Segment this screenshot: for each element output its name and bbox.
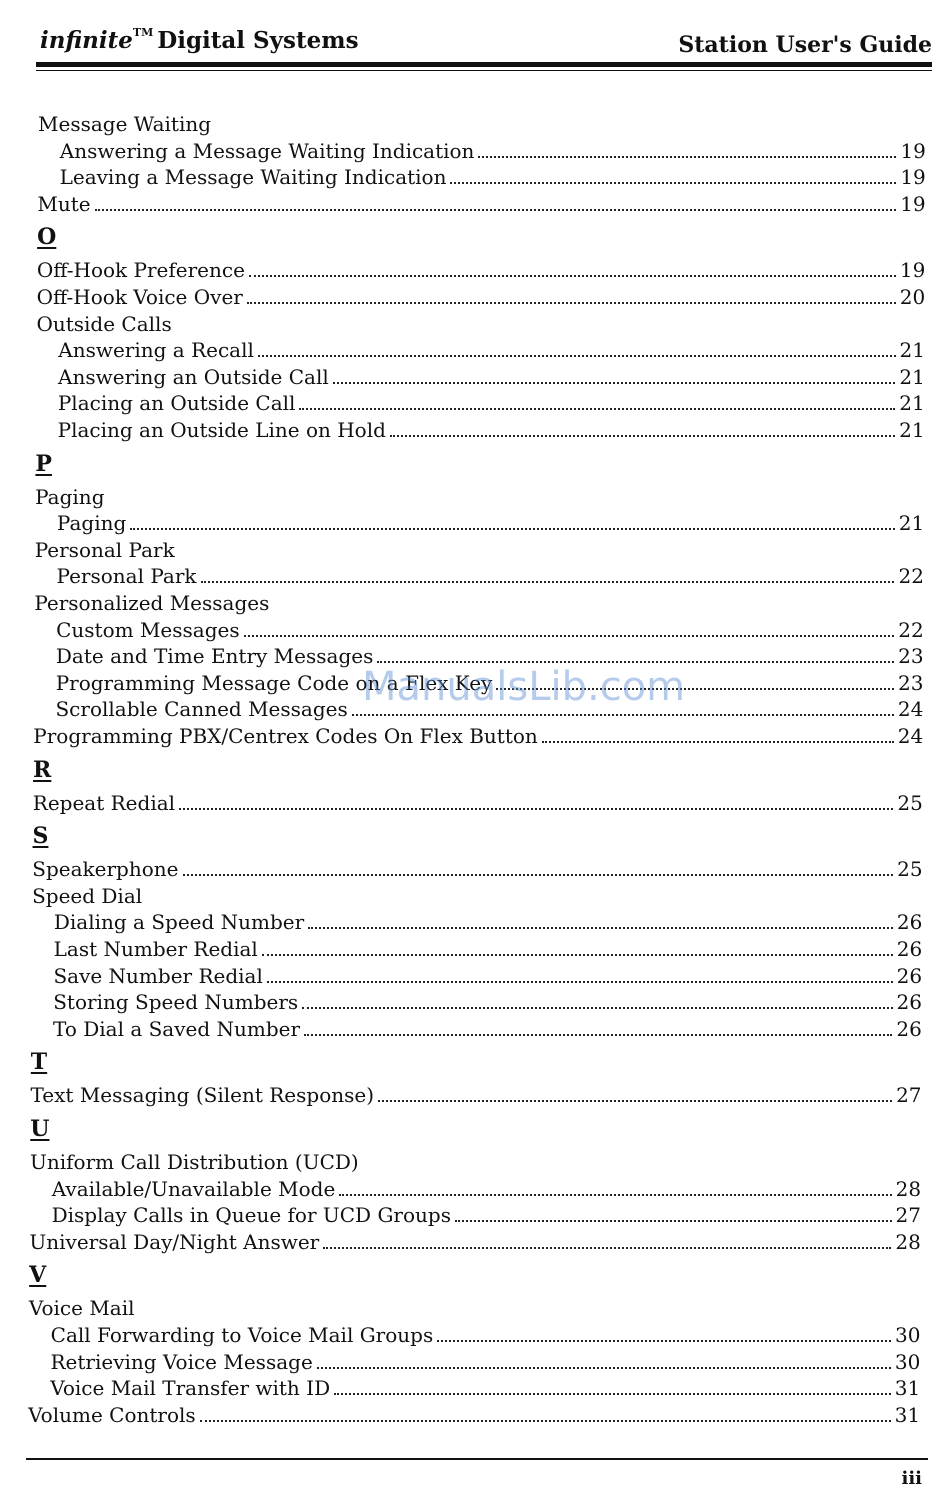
index-heading-label: Personal Park <box>34 537 175 562</box>
index-entry-label: Answering a Message Waiting Indication <box>59 138 475 163</box>
index-heading <box>35 483 104 509</box>
dot-leader <box>95 209 897 211</box>
section-letter-u: U <box>30 1116 50 1142</box>
dot-leader <box>323 1247 891 1249</box>
index-entry-label: Off-Hook Preference <box>36 258 245 283</box>
index-entry-label: Volume Controls <box>28 1402 196 1427</box>
dot-leader <box>201 581 895 583</box>
index-subentry <box>57 509 924 535</box>
section-letter-p: P <box>35 450 52 477</box>
brand-rest: Digital Systems <box>157 27 359 54</box>
dot-leader <box>179 808 893 810</box>
guide-title: Station User's Guide <box>678 32 932 58</box>
index-heading-label: Speed Dial <box>32 883 143 908</box>
index-entry-page: 27 <box>895 1203 921 1228</box>
index-entry-label: Repeat Redial <box>32 790 176 815</box>
index-entry-label: Placing an Outside Call <box>57 391 296 416</box>
index-entry-page: 24 <box>897 724 924 748</box>
index-entry-label: Text Messaging (Silent Response) <box>30 1083 375 1108</box>
index-subentry <box>53 988 922 1014</box>
index-heading-label: Voice Mail <box>28 1296 135 1321</box>
index-heading <box>30 1148 359 1174</box>
index-subentry <box>60 137 926 163</box>
index-entry-label: To Dial a Saved Number <box>53 1016 301 1041</box>
dot-leader <box>308 927 893 929</box>
index-entry-page: 26 <box>896 990 922 1015</box>
index-subentry <box>53 962 922 988</box>
section-letter-s: S <box>32 823 49 850</box>
index-entry-label: Scrollable Canned Messages <box>55 697 348 722</box>
dot-leader <box>339 1194 891 1196</box>
section-letter-r: R <box>33 756 52 783</box>
index-entry-page: 19 <box>900 138 926 163</box>
index-entry-page: 28 <box>895 1176 922 1201</box>
index-entry-label: Dialing a Speed Number <box>53 910 305 935</box>
index-entry-label: Programming Message Code on a Flex Key <box>55 670 493 695</box>
index-entry <box>33 722 923 748</box>
index-entry <box>37 256 925 282</box>
dot-leader <box>455 1220 892 1222</box>
index-entry-page: 28 <box>895 1229 921 1254</box>
index-entry-page: 21 <box>899 364 925 389</box>
dot-leader <box>249 275 896 277</box>
dot-leader <box>378 1100 892 1102</box>
index-entry-page: 19 <box>899 258 926 283</box>
watermark: ManualsLib.com <box>362 664 686 710</box>
index-entry-page: 23 <box>898 644 924 669</box>
index-entry <box>32 855 922 881</box>
index-entry-label: Call Forwarding to Voice Mail Groups <box>50 1323 434 1347</box>
index-entry-label: Leaving a Message Waiting Indication <box>59 165 447 190</box>
index-heading <box>29 1294 135 1320</box>
dot-leader <box>478 156 896 158</box>
index-heading-label: Personalized Messages <box>34 591 270 615</box>
dot-leader <box>299 408 895 410</box>
header-rule-thick <box>36 62 932 67</box>
index-entry-page: 22 <box>898 617 924 642</box>
index-subentry <box>55 695 923 721</box>
index-subentry <box>52 1201 921 1227</box>
dot-leader <box>437 1340 891 1342</box>
index-entry <box>37 283 926 309</box>
index-entry-label: Voice Mail Transfer with ID <box>50 1376 331 1401</box>
index-entry-label: Personal Park <box>56 564 197 589</box>
index-entry-page: 21 <box>899 338 925 363</box>
dot-leader <box>247 302 896 304</box>
index-entry-label: Storing Speed Numbers <box>53 990 299 1015</box>
index-entry-label: Speakerphone <box>32 857 179 882</box>
index-subentry <box>53 1015 922 1041</box>
footer-rule <box>26 1458 928 1460</box>
section-letter-t: T <box>30 1049 48 1076</box>
index-entry-label: Date and Time Entry Messages <box>55 644 374 669</box>
index-entry-label: Available/Unavailable Mode <box>51 1176 336 1201</box>
index-entry-label: Answering an Outside Call <box>58 364 329 389</box>
index-entry-page: 31 <box>894 1402 921 1427</box>
index-subentry <box>56 616 924 642</box>
index-entry <box>29 1228 920 1254</box>
index-subentry <box>57 562 924 588</box>
index-entry-page: 21 <box>899 418 925 442</box>
index-entry-page: 26 <box>896 910 923 935</box>
index-heading-label: Message Waiting <box>38 112 212 136</box>
dot-leader <box>183 874 894 876</box>
section-letter-v: V <box>29 1262 47 1289</box>
index-heading-label: Paging <box>35 484 105 509</box>
dot-leader <box>333 382 896 384</box>
index-subentry <box>52 1175 921 1201</box>
index-entry-page: 22 <box>898 564 924 589</box>
dot-leader <box>130 528 894 530</box>
index-entry-label: Paging <box>56 511 127 536</box>
index-entry-page: 24 <box>897 697 924 722</box>
index-subentry <box>58 336 925 362</box>
index-subentry <box>58 389 925 415</box>
index-entry <box>37 190 925 216</box>
index-entry-page: 31 <box>894 1376 921 1401</box>
trademark-mark: TM <box>132 26 154 39</box>
index-entry-page: 30 <box>894 1323 921 1347</box>
index-heading <box>38 110 211 136</box>
brand-title <box>40 26 359 54</box>
index-entry-label: Programming PBX/Centrex Codes On Flex Button <box>33 724 538 748</box>
dot-leader <box>304 1034 892 1036</box>
index-subentry <box>51 1321 921 1347</box>
index-entry-label: Last Number Redial <box>53 937 258 961</box>
dot-leader <box>244 635 895 637</box>
index-heading <box>34 589 269 615</box>
dot-leader <box>302 1007 892 1009</box>
index-entry-label: Answering a Recall <box>58 338 254 363</box>
index-heading <box>35 536 175 562</box>
index-subentry <box>50 1374 920 1400</box>
dot-leader <box>334 1393 891 1395</box>
dot-leader <box>542 741 894 743</box>
index-heading <box>32 882 142 908</box>
index-entry-page: 23 <box>897 670 924 695</box>
dot-leader <box>352 714 894 716</box>
dot-leader <box>200 1420 891 1422</box>
index-entry-label: Custom Messages <box>56 617 240 642</box>
index-subentry <box>58 363 925 389</box>
dot-leader <box>450 182 896 184</box>
dot-leader <box>377 661 894 663</box>
index-entry-label: Retrieving Voice Message <box>50 1349 313 1374</box>
index-entry-label: Placing an Outside Line on Hold <box>57 418 386 442</box>
index-entry-label: Off-Hook Voice Over <box>36 285 243 309</box>
index-subentry <box>50 1348 920 1374</box>
index-subentry <box>58 416 925 442</box>
index-heading <box>36 310 171 336</box>
index-entry-label: Save Number Redial <box>53 963 263 988</box>
index-entry-label: Universal Day/Night Answer <box>29 1229 320 1254</box>
index-entry-page: 26 <box>896 963 923 988</box>
dot-leader <box>262 954 893 956</box>
index-subentry <box>54 908 922 934</box>
index-subentry <box>56 642 924 668</box>
index-entry-label: Mute <box>37 191 91 216</box>
index-subentry <box>54 935 923 961</box>
index-heading-label: Outside Calls <box>36 311 172 336</box>
dot-leader <box>317 1367 891 1369</box>
dot-leader <box>390 435 895 437</box>
dot-leader <box>267 981 893 983</box>
index-entry <box>31 1081 922 1107</box>
index-subentry <box>60 163 926 189</box>
section-letter-o: O <box>37 224 57 251</box>
index-entry-page: 26 <box>896 1016 922 1041</box>
brand-italic: infinite <box>40 27 133 54</box>
index-entry-page: 27 <box>896 1083 922 1108</box>
index-entry-page: 21 <box>899 391 925 416</box>
index-entry-page: 25 <box>897 857 923 882</box>
header-rule-thin <box>36 70 932 71</box>
index-entry <box>28 1401 920 1427</box>
index-entry-page: 30 <box>894 1349 921 1374</box>
dot-leader <box>258 355 896 357</box>
index-entry-page: 20 <box>899 285 926 309</box>
page-number: iii <box>901 1468 922 1489</box>
index-entry-page: 25 <box>897 790 923 815</box>
index-entry-page: 19 <box>900 165 926 190</box>
dot-leader <box>496 688 894 690</box>
index-entry-label: Display Calls in Queue for UCD Groups <box>51 1203 451 1228</box>
index-entry-page: 26 <box>896 937 923 961</box>
index-entry-page: 19 <box>900 191 926 216</box>
index-subentry <box>56 669 924 695</box>
index-heading-label: Uniform Call Distribution (UCD) <box>30 1150 359 1174</box>
index-entry <box>33 789 923 815</box>
page-header <box>36 24 932 58</box>
index-entry-page: 21 <box>898 511 925 536</box>
